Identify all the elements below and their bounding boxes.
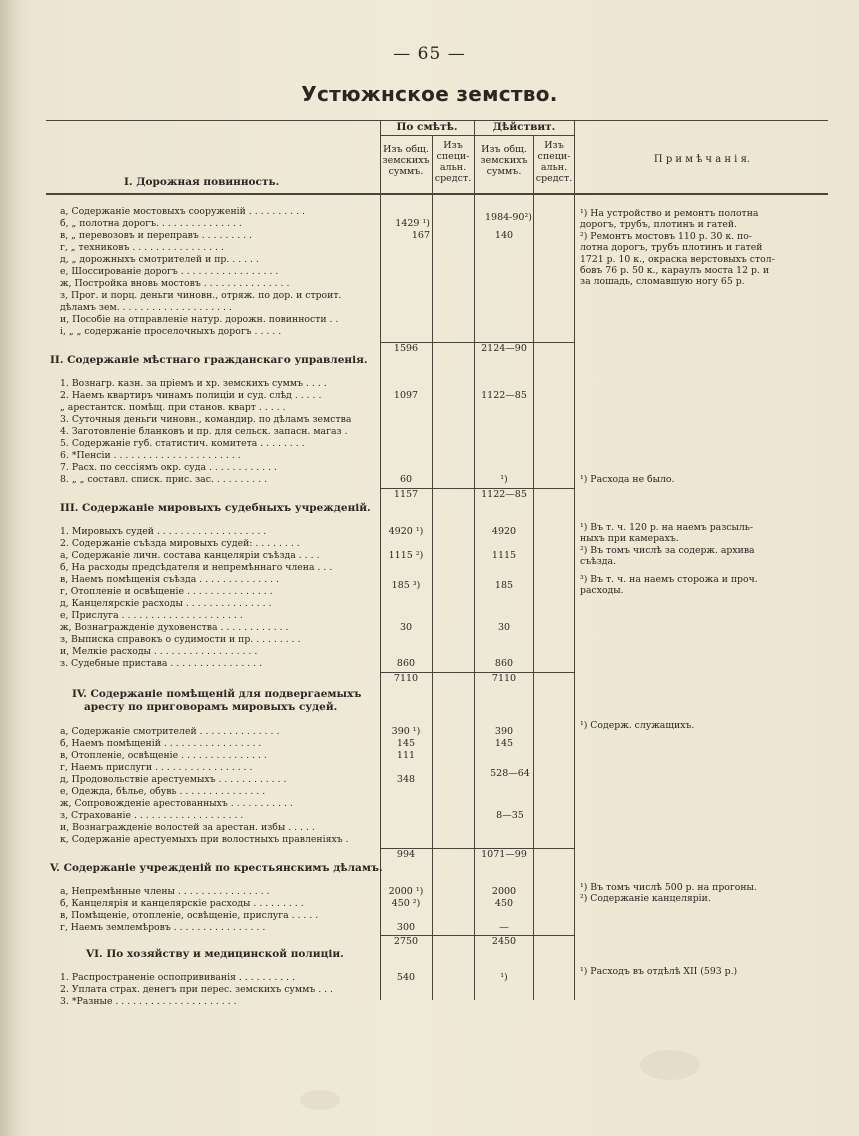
s5-deystv-3: — [499, 922, 509, 933]
s1-note-line: дорогъ, трубъ, плотинъ и гатей. [580, 219, 738, 231]
col-rule-3 [474, 120, 475, 1000]
s4-deystv-3: 528—64 [490, 768, 530, 779]
s1-total-smeta: 1596 [393, 343, 419, 354]
header-sub-rule [380, 135, 574, 136]
s1-note-line: 1721 р. 10 к., окраска верстовыхъ стол- [580, 253, 775, 265]
s1-note-line: ²) Ремонтъ мостовъ 110 р. 30 к. по- [580, 230, 752, 242]
section-4-title-cont: аресту по приговорамъ мировыхъ судей. [84, 701, 338, 713]
s6-row-1: 1. Распространеніе оспопрививанія . . . . . . . . . . [60, 972, 296, 983]
s3-deystv-5: 860 [494, 658, 514, 669]
s3-note-line: ныхъ при камерахъ. [580, 533, 679, 545]
paper-stain [640, 1050, 700, 1080]
s4-row-g: г, Наемъ прислуги . . . . . . . . . . . . . . . . . [60, 762, 253, 773]
s5-row-a: а, Непремѣнные члены . . . . . . . . . . . . . . . . [60, 886, 270, 897]
s3-deystv-3: 185 [494, 580, 514, 591]
s1-row-d: д, „ дорожныхъ смотрителей и пр. . . . . . [60, 254, 259, 265]
s2-row-1: 1. Вознагр. казн. за пріемъ и хр. земскихъ суммъ . . . . [60, 378, 327, 389]
s1-total-deystv: 2124—90 [481, 343, 527, 354]
s1-row-zh: ж, Постройка вновь мостовъ . . . . . . . . . . . . . . . [60, 278, 290, 289]
s6-row-2: 2. Уплата страх. денегъ при перес. земскихъ суммъ . . . [60, 984, 333, 995]
s2-smeta-2: 60 [399, 474, 413, 485]
s3-row-zh: ж, Вознагражденіе духовенства . . . . . . . . . . . . [60, 622, 289, 633]
section-4-title: IV. Содержаніе помѣщеній для подвергаемыхъ [72, 688, 362, 700]
header-smeta-spec: Изъ специ- альн. средст. [434, 140, 472, 184]
s3-total-smeta: 7110 [393, 673, 419, 684]
s5-row-v: в, Помѣщеніе, отопленіе, освѣщеніе, прислуга . . . . . [60, 910, 319, 921]
s3-smeta-1: 4920 ¹) [388, 526, 424, 537]
s3-row-e: е, Прислуга . . . . . . . . . . . . . . . . . . . . . [60, 610, 243, 621]
page-number: — 65 — [393, 44, 466, 64]
s2-row-3: 3. Суточныя деньги чиновн., командир. по дѣламъ земства [60, 414, 352, 425]
s5-deystv-1: 2000 [491, 886, 517, 897]
header-notes: П р и м ѣ ч а н і я. [653, 154, 751, 165]
s2-smeta-1: 1097 [393, 390, 419, 401]
s4-row-e: е, Одежда, бѣлье, обувь . . . . . . . . . . . . . . . [60, 786, 266, 797]
s1-note-line: ¹) На устройство и ремонтъ полотна [580, 208, 759, 219]
s4-total-deystv: 1071—99 [481, 849, 527, 860]
s5-smeta-1: 2000 ¹) [388, 886, 424, 897]
s4-row-k: к, Содержаніе арестуемыхъ при волостныхъ правленіяхъ . [60, 834, 349, 845]
s4-row-a: а, Содержаніе смотрителей . . . . . . . . . . . . . . [60, 726, 280, 737]
col-rule-2 [432, 135, 433, 1000]
s4-row-b: б, Наемъ помѣщеній . . . . . . . . . . . . . . . . . [60, 738, 262, 749]
s3-note-line: ¹) Въ т. ч. 120 р. на наемъ разсыль- [580, 522, 754, 533]
s3-row-3: з. Судебные пристава . . . . . . . . . . . . . . . . [60, 658, 263, 669]
s4-deystv-4: 8—35 [496, 810, 524, 821]
s4-deystv-2: 145 [494, 738, 514, 749]
s1-smeta-2: 167 [411, 230, 430, 241]
section-5-title: V. Содержаніе учрежденій по крестьянскимъ дѣламъ. [50, 862, 383, 874]
s3-note-line: ²) Въ томъ числѣ за содерж. архива [580, 544, 755, 556]
s3-smeta-2: 1115 ²) [388, 550, 424, 561]
s3-note-line: ³) Въ т. ч. на наемъ сторожа и проч. [580, 573, 758, 585]
s4-row-i: и, Вознагражденіе волостей за арестан. избы . . . . . [60, 822, 315, 833]
s3-row-1: 1. Мировыхъ судей . . . . . . . . . . . . . . . . . . . [60, 526, 267, 537]
s1-row-b: б, „ полотна дорогъ. . . . . . . . . . . . . . . [60, 218, 242, 229]
header-smeta-obsch: Изъ общ. земскихъ суммъ. [382, 144, 430, 177]
s4-row-zh: ж, Сопровожденіе арестованныхъ . . . . . . . . . . . [60, 798, 293, 809]
s2-row-2: 2. Наемъ квартиръ чинамъ полиціи и суд. слѣд . . . . . [60, 390, 322, 401]
s2-row-6: 6. *Пенсіи . . . . . . . . . . . . . . . . . . . . . . [60, 450, 241, 461]
s4-smeta-1: 390 ¹) [391, 726, 421, 737]
s3-row-a: а, Содержаніе личн. состава канцеляріи съѣзда . . . . [60, 550, 320, 561]
s3-deystv-4: 30 [497, 622, 511, 633]
s5-deystv-2: 450 [494, 898, 514, 909]
s5-total-smeta: 2750 [393, 936, 419, 947]
s1-row-z-cont: дѣламъ зем. . . . . . . . . . . . . . . . . . . . [60, 302, 232, 313]
s3-row-2: 2. Содержаніе съѣзда мировыхъ судей: . . . . . . . . [60, 538, 300, 549]
s3-row-d: д, Канцелярскіе расходы . . . . . . . . . . . . . . . [60, 598, 272, 609]
s6-note: ¹) Расходъ въ отдѣлѣ XII (593 р.) [580, 966, 738, 977]
s1-note-line: за лошадь, сломавшую ногу 65 р. [580, 276, 745, 288]
s4-smeta-3: 111 [396, 750, 416, 761]
s3-row-v: в, Наемъ помѣщенія съѣзда . . . . . . . . . . . . . . [60, 574, 279, 585]
header-deystv-spec: Изъ специ- альн. средст. [535, 140, 573, 184]
s4-note: ¹) Содерж. служащихъ. [580, 720, 695, 731]
header-deystvit: Дѣйствит. [492, 121, 556, 133]
s1-row-e: е, Шоссированіе дорогъ . . . . . . . . . . . . . . . . . [60, 266, 279, 277]
s3-note-line: расходы. [580, 585, 624, 597]
s1-row-a: а, Содержаніе мостовыхъ сооруженій . . . . . . . . . . [60, 206, 305, 217]
s5-row-b: б, Канцелярія и канцелярскіе расходы . . . . . . . . . [60, 898, 304, 909]
s6-smeta-1: 540 [396, 972, 416, 983]
s3-total-deystv: 7110 [491, 673, 517, 684]
col-rule-5 [574, 120, 575, 1000]
s3-deystv-2: 1115 [491, 550, 517, 561]
s4-row-z: з, Страхованіе . . . . . . . . . . . . . . . . . . . [60, 810, 244, 821]
s1-notes [580, 208, 826, 288]
s6-deystv-1: ¹) [500, 972, 508, 983]
s4-row-v: в, Отопленіе, освѣщеніе . . . . . . . . . . . . . . . [60, 750, 267, 761]
s1-row-i2: і, „ „ содержаніе проселочныхъ дорогъ . . . . . [60, 326, 282, 337]
paper-stain [300, 1090, 340, 1110]
s3-row-b: б, На расходы предсѣдателя и непремѣннаго члена . . . [60, 562, 333, 573]
s2-row-8: 8. „ „ составл. списк. прис. зас. . . . . . . . . . [60, 474, 268, 485]
page-title: Устюжнское земство. [301, 82, 558, 106]
s4-smeta-2: 145 [396, 738, 416, 749]
budget-table [46, 120, 828, 1040]
s2-total-smeta: 1157 [393, 489, 419, 500]
s1-row-z: з, Прог. и порц. деньги чиновн., отряж. по дор. и строит. [60, 290, 342, 301]
header-smeta: По смѣтѣ. [396, 121, 458, 133]
s3-note-line: съѣзда. [580, 556, 617, 568]
section-6-title: VI. По хозяйству и медицинской полиціи. [86, 948, 344, 960]
section-2-title: II. Содержаніе мѣстнаго гражданскаго управленія. [50, 354, 368, 366]
s2-row-5: 5. Содержаніе губ. статистич. комитета . . . . . . . . [60, 438, 305, 449]
s4-row-d: д, Продовольствіе арестуемыхъ . . . . . . . . . . . . [60, 774, 287, 785]
s1-note-line: бовъ 76 р. 50 к., караулъ моста 12 р. и [580, 265, 770, 277]
s6-row-3: 3. *Разные . . . . . . . . . . . . . . . . . . . . . [60, 996, 237, 1007]
s3-notes [580, 522, 826, 596]
header-bottom-rule [46, 193, 828, 195]
s5-notes [580, 882, 826, 905]
s5-smeta-2: 450 ²) [391, 898, 421, 909]
s4-total-smeta: 994 [396, 849, 416, 860]
s3-smeta-5: 860 [396, 658, 416, 669]
s1-deystv-2: 140 [494, 230, 514, 241]
s5-note-line: ²) Содержаніе канцеляріи. [580, 893, 711, 905]
col-rule-4 [533, 135, 534, 1000]
s5-total-deystv: 2450 [491, 936, 517, 947]
s2-row-4: 4. Заготовленіе бланковъ и пр. для сельск. запасн. магаз . [60, 426, 348, 437]
s4-smeta-4: 348 [396, 774, 416, 785]
s4-deystv-1: 390 [494, 726, 514, 737]
s3-row-i: и, Мелкіе расходы . . . . . . . . . . . . . . . . . . [60, 646, 258, 657]
s3-smeta-4: 30 [399, 622, 413, 633]
s3-smeta-3: 185 ³) [391, 580, 421, 591]
s2-deystv-1: 1122—85 [481, 390, 527, 401]
s1-note-line: лотна дорогъ, трубъ плотинъ и гатей [580, 242, 763, 254]
s3-deystv-1: 4920 [491, 526, 517, 537]
s2-total-deystv: 1122—85 [481, 489, 527, 500]
s2-row-2b: „ арестантск. помѣщ. при станов. кварт . . . . . [60, 402, 286, 413]
s2-deystv-2: ¹) [500, 474, 508, 485]
s5-note-line: ¹) Въ томъ числѣ 500 р. на прогоны. [580, 882, 757, 893]
s1-row-i: и, Пособіе на отправленіе натур. дорожн. повинности . . [60, 314, 339, 325]
s2-note: ¹) Расхода не было. [580, 474, 675, 485]
s1-deystv-1: 1984-90²) [485, 212, 532, 223]
header-deystv-obsch: Изъ общ. земскихъ суммъ. [480, 144, 528, 177]
s3-row-z: з, Выписка справокъ о судимости и пр. . . . . . . . . [60, 634, 301, 645]
s5-smeta-3: 300 [396, 922, 416, 933]
s3-row-g: г, Отопленіе и освѣщеніе . . . . . . . . . . . . . . . [60, 586, 273, 597]
section-1-title: I. Дорожная повинность. [124, 176, 280, 188]
s5-row-g: г, Наемъ землемѣровъ . . . . . . . . . . . . . . . . [60, 922, 266, 933]
page-spine [0, 0, 16, 1136]
s2-row-7: 7. Расх. по сессіямъ окр. суда . . . . . . . . . . . . [60, 462, 277, 473]
s1-smeta-1: 1429 ¹) [395, 218, 430, 229]
s1-row-g: г, „ техниковъ . . . . . . . . . . . . . . . . [60, 242, 224, 253]
s1-row-v: в, „ перевозовъ и переправъ . . . . . . . . . [60, 230, 253, 241]
section-3-title: III. Содержаніе мировыхъ судебныхъ учрежденій. [60, 502, 371, 514]
